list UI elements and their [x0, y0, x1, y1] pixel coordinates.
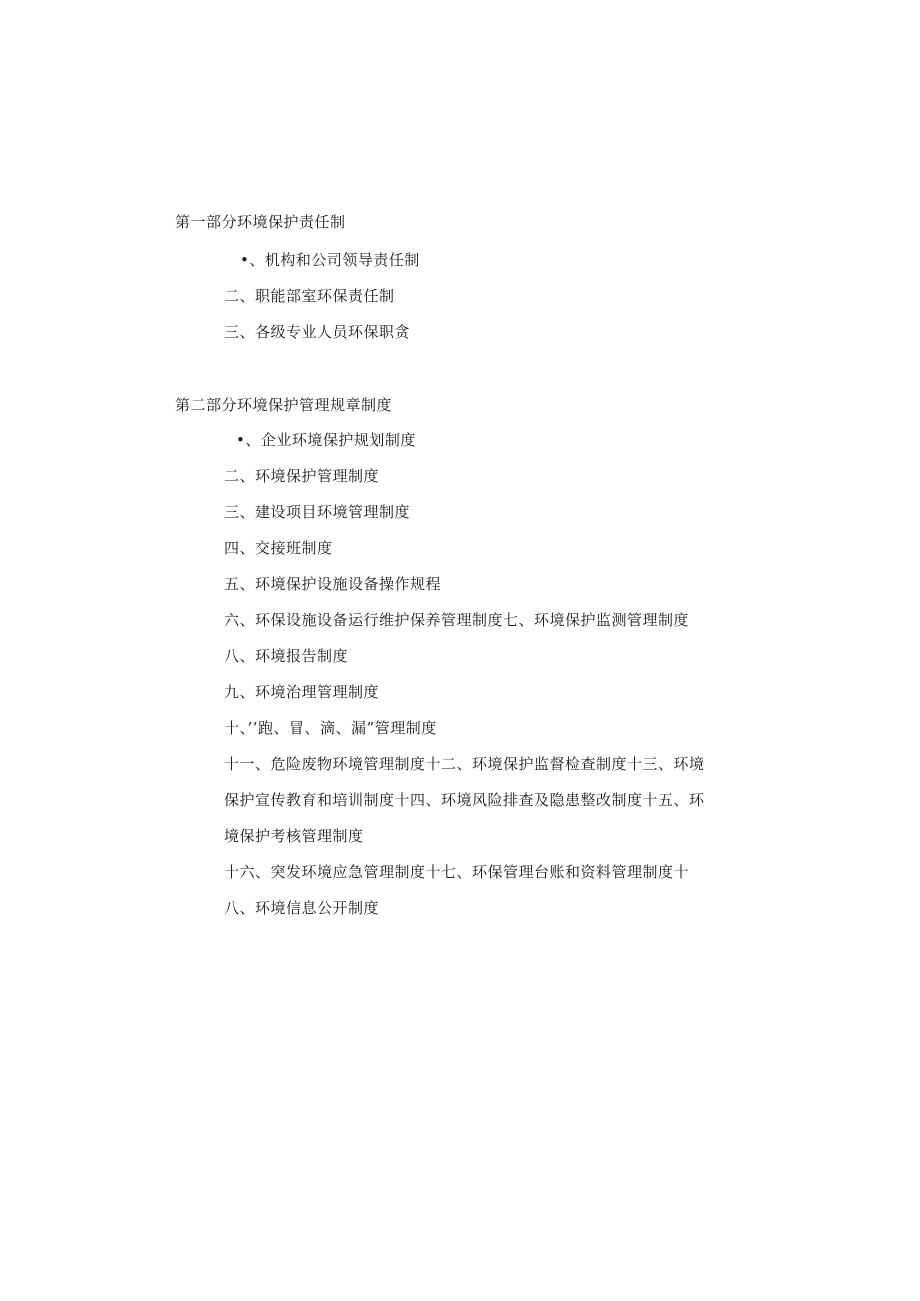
part2-item: 八、环境报告制度: [224, 647, 349, 665]
part2-heading: 第二部分环境保护管理规章制度: [175, 396, 393, 414]
part2-item: 三、建设项目环境管理制度: [224, 503, 411, 521]
part2-item: 五、环境保护设施设备操作规程: [224, 575, 442, 593]
part2-item: •、企业环境保护规划制度: [236, 431, 416, 449]
part2-item: 保护宣传教育和培训制度十四、环境风险排查及隐患整改制度十五、环: [224, 791, 705, 809]
part2-item: 十、’’跑、冒、滴、漏”管理制度: [224, 719, 437, 737]
part2-item: 四、交接班制度: [224, 539, 333, 557]
part2-item: 境保护考核管理制度: [224, 827, 364, 845]
part2-item: 十一、危险废物环境管理制度十二、环境保护监督检查制度十三、环境: [224, 755, 705, 773]
part1-item: 三、各级专业人员环保职贪: [224, 323, 411, 341]
part1-heading: 第一部分环境保护责任制: [175, 213, 346, 231]
part2-item: 二、环境保护管理制度: [224, 467, 380, 485]
part1-item: 二、职能部室环保责任制: [224, 287, 395, 305]
part2-item: 六、环保设施设备运行维护保养管理制度七、环境保护监测管理制度: [224, 611, 690, 629]
part2-item: 十六、突发环境应急管理制度十七、环保管理台账和资料管理制度十: [224, 863, 690, 881]
part2-item: 八、环境信息公开制度: [224, 899, 380, 917]
part1-item: •、机构和公司领导责任制: [240, 251, 420, 269]
part2-item: 九、环境治理管理制度: [224, 683, 380, 701]
